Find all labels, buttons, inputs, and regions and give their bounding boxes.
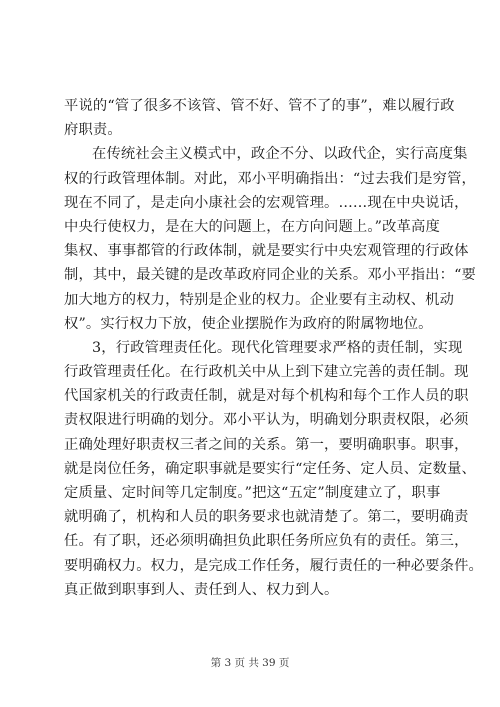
text-line: 就是岗位任务，确定职事就是要实行“定任务、定人员、定数量、 (64, 460, 476, 477)
text-line: 代国家机关的行政责任制，就是对每个机构和每个工作人员的职 (64, 388, 469, 405)
text-line: 就明确了，机构和人员的职务要求也就清楚了。第二，要明确责 (64, 509, 469, 526)
text-line: 加大地方的权力，特别是企业的权力。企业要有主动权、机动 (64, 291, 455, 308)
text-line: 任。有了职，还必须明确担负此职任务所应负有的责任。第三， (64, 533, 469, 550)
document-body (64, 94, 483, 602)
paragraph-start-line: 在传统社会主义模式中，政企不分、以政代企，实行高度集 (92, 146, 468, 163)
text-line: 中央行使权力，是在大的问题上，在方向问题上。”改革高度 (64, 218, 440, 235)
page-number-footer: 第 3 页 共 39 页 (210, 657, 290, 669)
text-line: 要明确权力。权力，是完成工作任务，履行责任的一种必要条件。 (64, 557, 483, 574)
text-line: 真正做到职事到人、责任到人、权力到人。 (64, 581, 339, 598)
text-line: 权”。实行权力下放，使企业摆脱作为政府的附属物地位。 (64, 315, 433, 332)
text-line: 制，其中，最关键的是改革政府同企业的关系。邓小平指出：“要 (64, 267, 476, 284)
text-line: 行政管理责任化。在行政机关中从上到下建立完善的责任制。现 (64, 364, 469, 381)
text-line: 平说的“管了很多不该管、管不好、管不了的事”，难以履行政 (64, 98, 455, 114)
text-line: 权的行政管理体制。对此，邓小平明确指出：“过去我们是穷管， (64, 170, 476, 187)
text-line: 定质量、定时间等几定制度。”把这“五定”制度建立了，职事 (64, 485, 441, 501)
text-line: 府职责。 (64, 122, 122, 139)
text-line: 正确处理好职责权三者之间的关系。第一，要明确职事。职事， (64, 436, 469, 453)
text-line: 集权、事事都管的行政体制，就是要实行中央宏观管理的行政体 (64, 243, 469, 260)
paragraph-start-line: 3，行政管理责任化。现代化管理要求严格的责任制，实现 (92, 339, 463, 356)
text-line: 现在不同了，是走向小康社会的宏观管理。……现在中央说话， (64, 194, 469, 211)
text-line: 责权限进行明确的划分。邓小平认为，明确划分职责权限，必须 (64, 412, 469, 429)
